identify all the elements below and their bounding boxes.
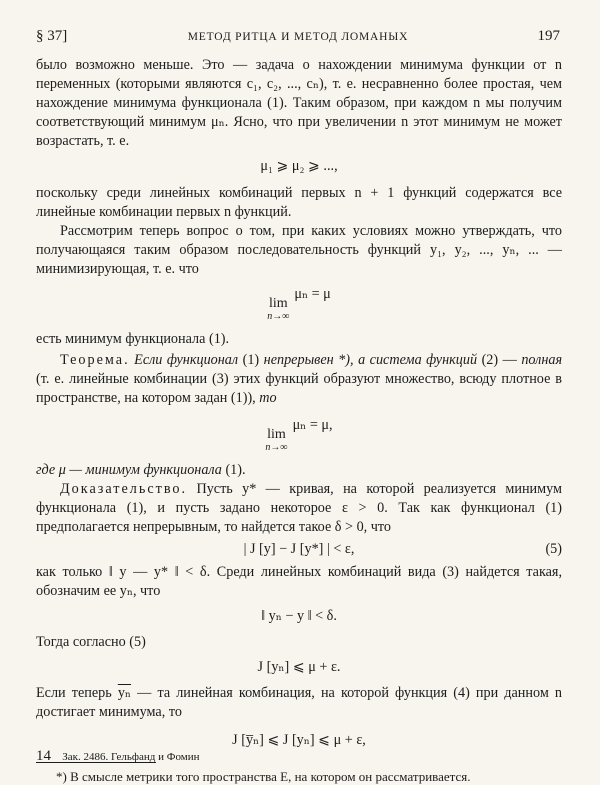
page-body — [36, 56, 562, 785]
proof-text: Пусть y* — кривая, на которой реализуется минимум функционала (1), и пусть задано некоторое ε > 0. Так как функционал (1) предполагается непрерывным, то найдется такое δ > 0, что — [36, 481, 563, 535]
equation-chain-bar: J [y̅ₙ] — [232, 732, 264, 748]
equation-limit — [36, 285, 562, 322]
paragraph: есть минимум функционала (1). — [36, 331, 230, 347]
limit-operator — [265, 428, 287, 453]
paragraph: Рассмотрим теперь вопрос о том, при каких условиях можно утверждать, что получающаяся таким образом последовательность функций y₁, y₂, ..., yₙ, ... — минимизирующая, т. е. что — [36, 223, 562, 277]
proof-text: Если теперь — [36, 685, 112, 701]
equation-limit-2 — [36, 416, 562, 453]
lim-word: lim — [268, 296, 288, 311]
equation-norm: ‖ yₙ − y ‖ < δ. — [261, 608, 337, 624]
limit-operator — [267, 297, 289, 322]
paragraph: было возможно меньше. Это — задача о нахождении минимума функции от n переменных (которыми являются c₁, c₂, ..., cₙ), т. е. несравненно более простая, чем нахождение минимума функционала (1). Таким образом, при каждом n мы получим соответствующий минимум μₙ. Ясно, что при увеличении n этот минимум не может возрастать, т. е. — [36, 57, 562, 149]
paragraph — [36, 684, 562, 722]
theorem-text: (1). — [225, 462, 246, 478]
footnote-block — [36, 762, 562, 785]
equation-monotone: μ₁ ⩾ μ₂ ⩾ ..., — [260, 158, 338, 174]
limit-expression: μₙ = μ — [294, 286, 331, 302]
signature-number: 14 — [36, 748, 51, 764]
theorem-text: полная — [521, 352, 563, 368]
theorem-text: где μ — минимум функционала — [36, 462, 222, 478]
running-title: МЕТОД РИТЦА И МЕТОД ЛОМАНЫХ — [187, 31, 409, 43]
footnote: *) В смысле метрики того пространства E, на котором он рассматривается. — [56, 769, 471, 784]
section-number: § 37] — [36, 28, 68, 44]
equation-5 — [36, 540, 562, 559]
lim-subscript: n→∞ — [265, 442, 288, 453]
theorem-conclusion — [36, 461, 562, 480]
paragraph: Тогда согласно (5) — [36, 634, 146, 650]
printer-signature — [36, 748, 200, 765]
paragraph: поскольку среди линейных комбинаций первых n + 1 функций содержатся все линейные комбинации первых n функций. — [36, 185, 562, 220]
theorem-text: (1) — [242, 352, 260, 368]
proof-text: — та линейная комбинация, на которой функция (4) при данном n достигает минимума, то — [36, 685, 562, 720]
signature-text: Зак. 2486. Гельфанд и Фомин — [62, 751, 200, 763]
theorem-text: (т. е. линейные комбинации (3) этих функций образуют множество, всюду плотное в пространстве, на котором задан (1)), — [36, 371, 562, 406]
theorem-label: Теорема. — [60, 352, 130, 368]
limit-expression: μₙ = μ, — [292, 417, 333, 433]
theorem-text: а система функций — [358, 352, 478, 368]
theorem-text: непрерывен *), — [263, 352, 354, 368]
lim-subscript: n→∞ — [267, 311, 290, 322]
equation-chain-rest: ⩽ J [yₙ] ⩽ μ + ε, — [263, 732, 366, 748]
theorem — [36, 351, 562, 408]
proof — [36, 480, 562, 537]
proof-label: Доказательство. — [60, 481, 188, 497]
paragraph: как только ‖ y — y* ‖ < δ. Среди линейных комбинаций вида (3) найдется такая, обозначим ее yₙ, что — [36, 564, 562, 599]
running-header — [36, 28, 560, 50]
equation-5-expression: | J [y] − J [y*] | < ε, — [243, 541, 355, 557]
theorem-text: (2) — — [481, 352, 517, 368]
overlined-y-n: $\overline{y_n}$ — [117, 685, 132, 701]
equation-bound: J [yₙ] ⩽ μ + ε. — [257, 659, 341, 675]
page-number: 197 — [537, 28, 560, 44]
theorem-text: то — [259, 390, 277, 406]
theorem-text: Если функционал — [134, 352, 239, 368]
lim-word: lim — [267, 427, 286, 442]
equation-number: (5) — [545, 541, 562, 557]
